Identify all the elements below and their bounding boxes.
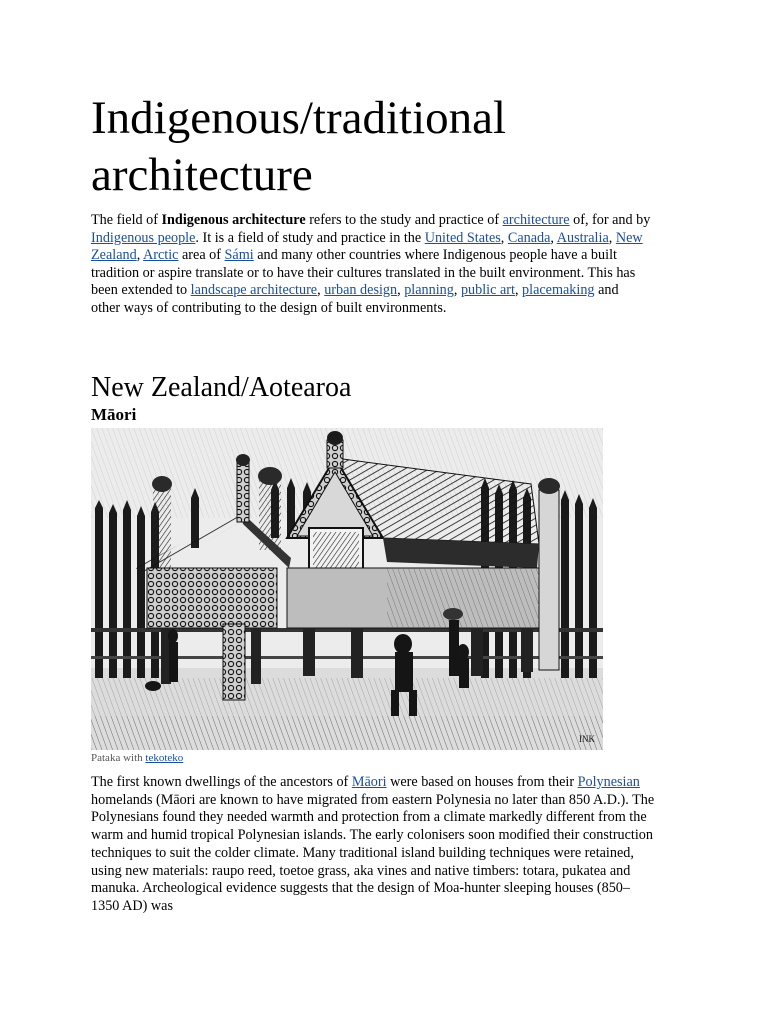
link-public-art[interactable]: public art: [460, 282, 515, 298]
intro-text: . It is a field of study and practice in the: [195, 229, 425, 246]
link-landscape-architecture[interactable]: landscape architecture: [190, 282, 318, 298]
caption-text: Pataka with: [91, 752, 146, 764]
intro-text: area of: [178, 247, 225, 263]
link-architecture[interactable]: architecture: [502, 212, 570, 228]
pataka-engraving-image: [91, 428, 603, 750]
intro-text: ,: [136, 247, 143, 263]
intro-paragraph: [91, 212, 651, 317]
link-maori[interactable]: Māori: [351, 774, 387, 790]
intro-text: ,: [608, 229, 616, 246]
link-canada[interactable]: Canada: [507, 229, 551, 246]
link-new-zealand[interactable]: New Zealand: [91, 229, 643, 263]
link-indigenous-people[interactable]: Indigenous people: [91, 229, 196, 246]
link-planning[interactable]: planning: [404, 282, 454, 298]
intro-text: ,: [317, 282, 325, 298]
body-paragraph: [91, 774, 656, 916]
intro-text: ,: [514, 282, 523, 298]
intro-text: ,: [397, 282, 405, 298]
page-title: Indigenous/traditional architecture: [91, 92, 507, 201]
link-polynesian[interactable]: Polynesian: [577, 774, 640, 790]
link-urban-design[interactable]: urban design: [324, 282, 398, 298]
link-tekoteko[interactable]: tekoteko: [145, 752, 184, 764]
pataka-illustration: [91, 428, 603, 750]
intro-text: The field of: [91, 212, 162, 228]
intro-text: and other ways of contributing to the design of built environments.: [91, 282, 619, 316]
intro-text: of, for and by: [569, 212, 651, 228]
intro-text: and many other countries where Indigenous people have a built tradition or aspire translate or to have their cultures translated in the built environment. This has been extended to: [91, 247, 636, 298]
link-united-states[interactable]: United States: [424, 229, 501, 246]
link-australia[interactable]: Australia: [556, 229, 609, 246]
engraving-signature: INK: [579, 734, 595, 744]
link-sami[interactable]: Sámi: [224, 247, 254, 263]
body-text: homelands (Māori are known to have migrated from eastern Polynesia no later than 850 A.D.). The Polynesians found they needed warmth and protection from a climate markedly different from the warm and humid tropical Polynesian islands. The early colonisers soon modified their construction techniques to suit the colder climate. Many traditional island building techniques were retained, using new materials: raupo reed, toetoe grass, aka vines and native timbers: totara, pukatea and manuka. Archeological evidence suggests that the design of Moa-hunter sleeping houses (850–1350 AD) was: [91, 791, 655, 914]
section-heading: New Zealand/Aotearoa: [91, 372, 352, 403]
intro-text: ,: [453, 282, 461, 298]
intro-text: refers to the study and practice of: [305, 212, 503, 228]
body-text: were based on houses from their: [386, 774, 578, 790]
subsection-heading: Māori: [91, 405, 137, 424]
link-placemaking[interactable]: placemaking: [522, 282, 595, 298]
figure-caption: [91, 752, 183, 765]
intro-text: ,: [550, 229, 557, 246]
body-text: The first known dwellings of the ancestors of: [91, 774, 352, 790]
link-arctic[interactable]: Arctic: [143, 247, 179, 263]
intro-bold-term: Indigenous architecture: [161, 212, 306, 228]
intro-text: ,: [500, 229, 508, 246]
